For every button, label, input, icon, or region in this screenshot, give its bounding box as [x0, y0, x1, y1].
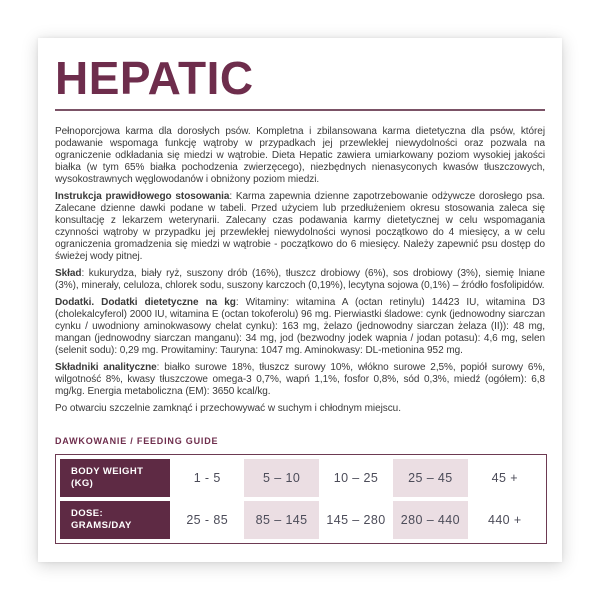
row-header-line1: DOSE: [71, 508, 104, 519]
analytical-label: Składniki analityczne [55, 362, 157, 373]
usage-label: Instrukcja prawidłowego stosowania [55, 191, 230, 202]
additives-text: : Witaminy: witamina A (octan retinylu) 14423 IU, witamina D3 (cholekalcyferol) 2000 IU, witamina E (octan tokoferolu) 96 mg. Pierwiastki śladowe: cynk (jednowodny siarczan cynku / uwodniony aminokwasowy chelat cynku): 163 mg, żelazo (jednowodny siarczan żelaza (II)): 48 mg, mangan (jednowodny siarczan manganu): 34 mg, jod (bezwodny jodek wapnia / jodan potasu): 4,6 mg, selen (selenit sodu): 0,29 mg. Prowitaminy: Tauryna: 1047 mg. Aminokwasy: DL-metionina 952 mg. [55, 297, 545, 356]
analytical-text: : białko surowe 18%, tłuszcz surowy 10%, włókno surowe 2,5%, popiół surowy 6%, wilgotność 8%, kwasy tłuszczowe omega-3 0,7%, wapń 1,1%, fosfor 0,8%, sód 0,3%, miedź (ogółem): 6,8 mg/kg. Energia metaboliczna (EM): 3650 kcal/kg. [55, 362, 546, 397]
paragraph-additives [55, 297, 545, 357]
product-label-card [38, 38, 562, 562]
composition-text: : kukurydza, biały ryż, suszony drób (16%), tłuszcz drobiowy (6%), sos drobiowy (3%), siemię lniane (3%), minerały, celuloza, chlorek sodu, suszony karczoch (0,19%), lecytyna sojowa (0,1%) – źródło fosfolipidów. [55, 268, 545, 291]
table-cell-dose-5: 440 + [487, 513, 522, 527]
paragraph-analytical [55, 362, 545, 398]
table-cell-weight-1: 1 - 5 [193, 471, 221, 485]
table-cell-dose-4: 280 – 440 [393, 501, 467, 539]
table-cell-dose-1: 25 - 85 [186, 513, 229, 527]
paragraph-usage [55, 191, 545, 263]
table-cell-weight-3: 10 – 25 [333, 471, 379, 485]
usage-text: : Karma zapewnia dzienne zapotrzebowanie odżywcze dorosłego psa. Zalecane dzienne dawki podane w tabeli. Przed użyciem lub przedłużeniem okresu stosowania zaleca się konsultację z lekarzem weterynarii. Zalecany czas podawania karmy dietetycznej w celu wspomagania czynności wątroby w przypadku jej przewlekłej niewydolności wynosi początkowo do 4 miesięcy, a w celu ograniczenia gromadzenia się miedzi w wątrobie - początkowo do 6 miesięcy. Należy zapewnić psu dostęp do świeżej wody pitnej. [55, 191, 545, 262]
row-header-line2: (KG) [71, 478, 94, 489]
row-header-line2: GRAMS/DAY [71, 520, 132, 531]
row-header-body-weight [60, 459, 170, 497]
additives-label: Dodatki. Dodatki dietetyczne na kg [55, 297, 236, 308]
paragraph-storage: Po otwarciu szczelnie zamknąć i przechowywać w suchym i chłodnym miejscu. [55, 403, 401, 414]
table-cell-dose-3: 145 – 280 [326, 513, 386, 527]
feeding-guide-table [55, 454, 547, 544]
row-header-dose [60, 501, 170, 539]
feeding-guide-heading: DAWKOWANIE / FEEDING GUIDE [55, 436, 219, 446]
paragraph-intro: Pełnoporcjowa karma dla dorosłych psów. Kompletna i zbilansowana karma dietetyczna dla psów, której podawanie wspomaga funkcję wątroby w przypadkach jej przewlekłej niewydolności oraz pozwala na ograniczenie odkładania się miedzi w wątrobie. Dieta Hepatic zawiera umiarkowany poziom wysokiej jakości białka (w tym 65% białka pochodzenia zwierzęcego), niezbędnych nienasyconych kwasów tłuszczowych, wysokostrawnych węglowodanów i obniżony poziom miedzi. [55, 126, 545, 185]
row-header-line1: BODY WEIGHT [71, 466, 144, 477]
feeding-guide-section [55, 436, 547, 544]
description-text-block [55, 126, 545, 415]
table-cell-weight-4: 25 – 45 [393, 459, 467, 497]
table-cell-weight-2: 5 – 10 [244, 459, 318, 497]
composition-label: Skład [55, 268, 82, 279]
page-title: HEPATIC [55, 52, 254, 104]
title-divider [55, 109, 545, 111]
table-cell-dose-2: 85 – 145 [244, 501, 318, 539]
table-cell-weight-5: 45 + [491, 471, 518, 485]
paragraph-composition [55, 268, 545, 292]
